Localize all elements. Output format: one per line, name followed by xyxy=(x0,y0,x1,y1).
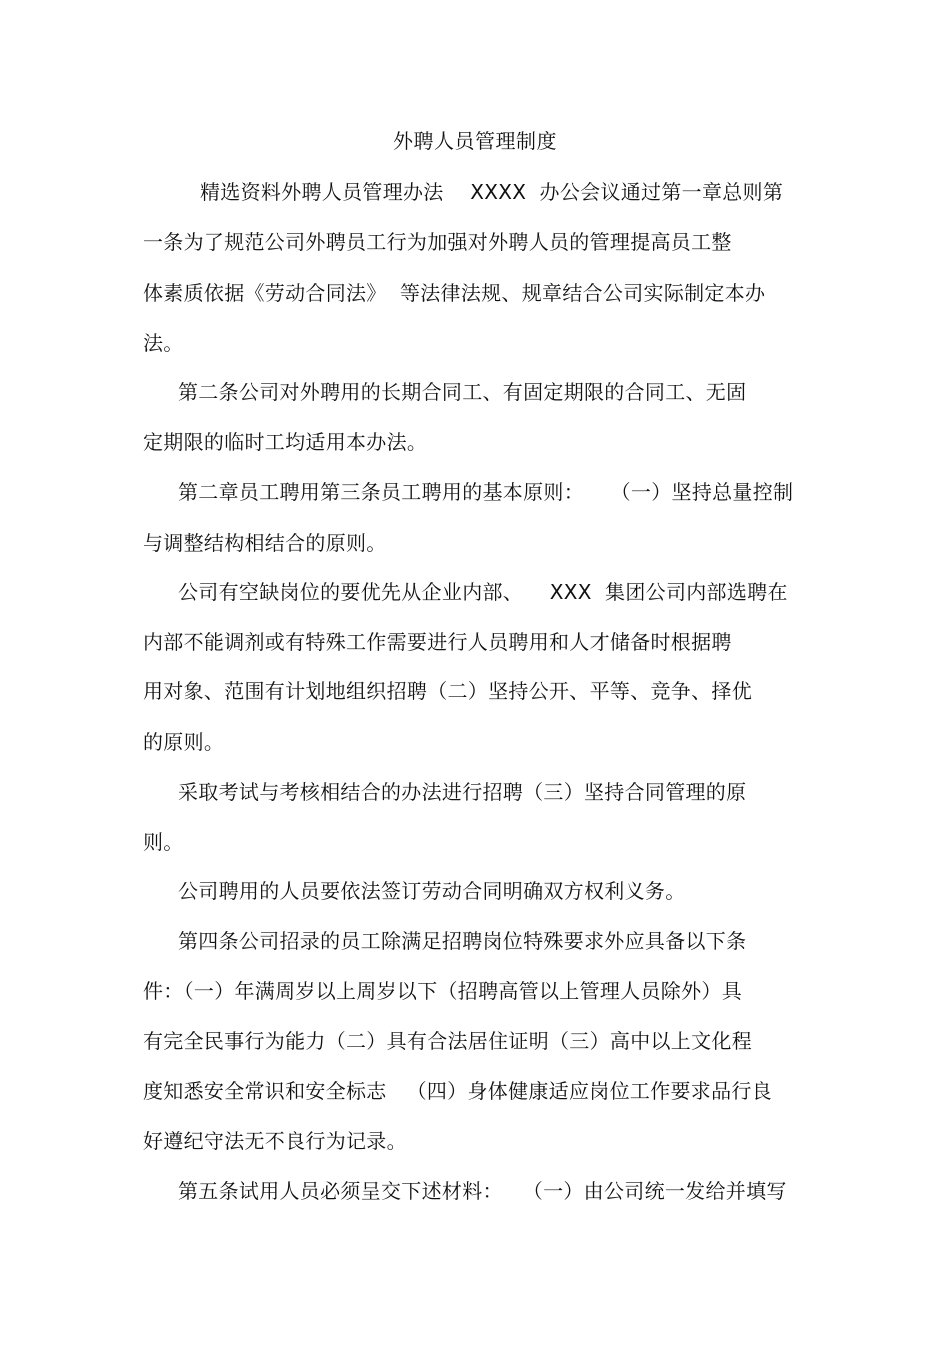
text-line: 定期限的临时工均适用本办法。 xyxy=(143,430,428,454)
text-line: 的原则。 xyxy=(143,730,225,754)
text-line: 内部不能调剂或有特殊工作需要进行人员聘用和人才储备时根据聘 xyxy=(143,630,732,654)
text-line: 则。 xyxy=(143,830,184,854)
text-line: 件：（一）年满周岁以上周岁以下（招聘高管以上管理人员除外）具 xyxy=(143,979,742,1003)
text-line: 度知悉安全常识和安全标志 （四）身体健康适应岗位工作要求品行良 xyxy=(143,1079,772,1103)
text-line: 第二章员工聘用第三条员工聘用的基本原则： （一）坚持总量控制 xyxy=(178,480,794,504)
text-line: 法。 xyxy=(143,331,184,355)
document-title: 外聘人员管理制度 xyxy=(393,129,557,153)
text-line: 体素质依据《劳动合同法》 等法律法规、规章结合公司实际制定本办 xyxy=(143,281,766,305)
text-line: 一条为了规范公司外聘员工行为加强对外聘人员的管理提高员工整 xyxy=(143,230,732,254)
text-line: 公司有空缺岗位的要优先从企业内部、 XXX 集团公司内部选聘在 xyxy=(178,580,788,604)
text-line: 有完全民事行为能力（二）具有合法居住证明（三）高中以上文化程 xyxy=(143,1029,752,1053)
text-line: 第二条公司对外聘用的长期合同工、有固定期限的合同工、无固 xyxy=(178,380,747,404)
text-line: 第五条试用人员必须呈交下述材料： （一）由公司统一发给并填写 xyxy=(178,1179,787,1203)
text-line: 第四条公司招录的员工除满足招聘岗位特殊要求外应具备以下条 xyxy=(178,929,747,953)
text-line: 用对象、范围有计划地组织招聘（二）坚持公开、平等、竞争、择优 xyxy=(143,679,752,703)
text-line: 与调整结构相结合的原则。 xyxy=(143,531,387,555)
text-line: 采取考试与考核相结合的办法进行招聘（三）坚持合同管理的原 xyxy=(178,780,747,804)
text-line: 好遵纪守法无不良行为记录。 xyxy=(143,1129,407,1153)
text-line: 精选资料外聘人员管理办法 XXXX 办公会议通过第一章总则第 xyxy=(200,180,784,204)
text-line: 公司聘用的人员要依法签订劳动合同明确双方权利义务。 xyxy=(178,879,686,903)
